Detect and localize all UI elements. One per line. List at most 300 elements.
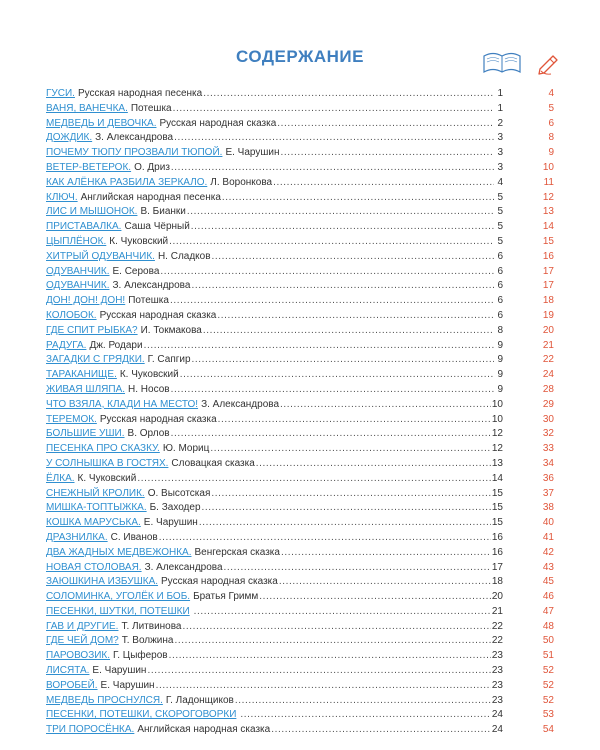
toc-entry[interactable]: [46, 102, 554, 117]
entry-author: Братья Гримм: [193, 591, 259, 603]
toc-entry-main: [46, 413, 503, 428]
entry-page-alt: 45: [542, 576, 554, 588]
entry-page-alt: 12: [542, 191, 554, 203]
entry-page: 23: [491, 694, 503, 706]
entry-author: Б. Заходер: [149, 502, 201, 514]
entry-page-alt: 36: [542, 472, 554, 484]
entry-page: 6: [497, 280, 503, 292]
toc-entry[interactable]: [46, 442, 554, 457]
toc-entry[interactable]: [46, 161, 554, 176]
toc-entry-main: [46, 472, 503, 487]
dot-leader: [171, 427, 491, 442]
entry-page: 16: [491, 531, 503, 543]
entry-title[interactable]: ДОЖДИК.: [46, 132, 93, 144]
entry-author: Н. Носов: [128, 383, 170, 395]
entry-page-alt: 33: [542, 443, 554, 455]
entry-page-alt: 16: [542, 250, 554, 262]
entry-page-alt: 41: [542, 531, 554, 543]
toc-entry[interactable]: [46, 398, 554, 413]
toc-entry[interactable]: [46, 575, 554, 590]
entry-page: 23: [491, 679, 503, 691]
page-title: СОДЕРЖАНИЕ: [236, 47, 364, 66]
dot-leader: [271, 723, 491, 738]
entry-page-alt: 29: [542, 398, 554, 410]
dot-leader: [171, 383, 494, 398]
toc-entry-main: [46, 294, 503, 309]
toc-entry-main: [46, 102, 503, 117]
toc-entry[interactable]: [46, 205, 554, 220]
entry-title[interactable]: ПЕСЕНКА ПРО СКАЗКУ.: [46, 443, 160, 455]
entry-page: 20: [491, 591, 503, 603]
entry-author: Е. Чарушин: [225, 147, 280, 159]
dot-leader: [218, 413, 491, 428]
entry-title[interactable]: ДОН! ДОН! ДОН!: [46, 295, 126, 307]
entry-page: 5: [497, 221, 503, 233]
entry-title[interactable]: БОЛЬШИЕ УШИ.: [46, 428, 125, 440]
dot-leader: [211, 487, 491, 502]
entry-title[interactable]: ПАРОВОЗИК.: [46, 650, 111, 662]
entry-title[interactable]: ЗАЮШКИНА ИЗБУШКА.: [46, 576, 159, 588]
entry-title[interactable]: РАДУГА.: [46, 339, 87, 351]
entry-author: Саша Чёрный: [124, 221, 190, 233]
toc-entry[interactable]: [46, 664, 554, 679]
toc-entry[interactable]: [46, 501, 554, 516]
toc-entry[interactable]: [46, 708, 554, 723]
toc-entry[interactable]: [46, 279, 554, 294]
entry-page: 17: [491, 561, 503, 573]
dot-leader: [273, 176, 494, 191]
entry-page-alt: 6: [548, 117, 554, 129]
toc-entry[interactable]: [46, 250, 554, 265]
toc-entry[interactable]: [46, 383, 554, 398]
dot-leader: [256, 457, 491, 472]
entry-page-alt: 24: [542, 369, 554, 381]
entry-page-alt: 48: [542, 620, 554, 632]
entry-author: О. Дриз: [134, 161, 170, 173]
entry-page: 9: [497, 369, 503, 381]
entry-page-alt: 9: [548, 147, 554, 159]
toc-entry-main: [46, 161, 503, 176]
dot-leader: [203, 324, 494, 339]
entry-author: З. Александрова: [201, 398, 280, 410]
entry-page: 6: [497, 309, 503, 321]
entry-page-alt: 32: [542, 428, 554, 440]
entry-title[interactable]: МИШКА-ТОПТЫЖКА.: [46, 502, 147, 514]
toc-entry[interactable]: [46, 487, 554, 502]
entry-page: 22: [491, 620, 503, 632]
toc-entry-main: [46, 679, 503, 694]
dot-leader: [240, 708, 490, 723]
toc-entry-main: [46, 250, 503, 265]
entry-author: Русская народная песенка: [77, 88, 203, 99]
entry-author: К. Чуковский: [77, 472, 137, 484]
dot-leader: [212, 250, 494, 265]
toc-entry[interactable]: [46, 131, 554, 146]
dot-leader: [144, 339, 494, 354]
entry-page-alt: 19: [542, 309, 554, 321]
entry-author: Потешка: [130, 102, 172, 114]
entry-page-alt: 4: [548, 88, 554, 99]
entry-title[interactable]: ПЕСЕНКИ, ПОТЕШКИ, СКОРОГОВОРКИ: [46, 709, 237, 721]
entry-page-alt: 34: [542, 457, 554, 469]
entry-page-alt: 28: [542, 383, 554, 395]
entry-page: 3: [497, 132, 503, 144]
entry-author: З. Александрова: [144, 561, 223, 573]
entry-page: 12: [491, 428, 503, 440]
toc-entry-main: [46, 117, 503, 132]
dot-leader: [187, 205, 494, 220]
entry-page-alt: 54: [542, 724, 554, 736]
pencil-icon: [537, 54, 559, 76]
entry-page-alt: 50: [542, 635, 554, 647]
entry-title[interactable]: ЖИВАЯ ШЛЯПА.: [46, 383, 126, 395]
dot-leader: [183, 620, 491, 635]
entry-title[interactable]: ГДЕ ЧЕЙ ДОМ?: [46, 635, 119, 647]
entry-page: 9: [497, 339, 503, 351]
entry-title[interactable]: ТЕРЕМОК.: [46, 413, 97, 425]
dot-leader: [222, 191, 494, 206]
entry-page-alt: 30: [542, 413, 554, 425]
entry-page: 18: [491, 576, 503, 588]
entry-title[interactable]: ЁЛКА.: [46, 472, 75, 484]
toc-entry[interactable]: [46, 353, 554, 368]
dot-leader: [180, 368, 494, 383]
entry-page-alt: 53: [542, 709, 554, 721]
entry-title[interactable]: ДВА ЖАДНЫХ МЕДВЕЖОНКА.: [46, 546, 192, 558]
toc-entry[interactable]: [46, 634, 554, 649]
entry-page: 5: [497, 235, 503, 247]
entry-page: 22: [491, 635, 503, 647]
dot-leader: [192, 353, 494, 368]
toc-entry[interactable]: [46, 649, 554, 664]
dot-leader: [169, 649, 491, 664]
toc-entry[interactable]: [46, 265, 554, 280]
entry-author: Г. Ладонщиков: [165, 694, 234, 706]
entry-page-alt: 14: [542, 221, 554, 233]
toc-entry-main: [46, 634, 503, 649]
dot-leader: [174, 634, 490, 649]
entry-page-alt: 43: [542, 561, 554, 573]
toc-entry-main: [46, 442, 503, 457]
entry-author: В. Бианки: [140, 206, 186, 218]
toc-entry[interactable]: [46, 457, 554, 472]
toc-entry-main: [46, 383, 503, 398]
entry-page: 9: [497, 383, 503, 395]
entry-author: Е. Серова: [112, 265, 160, 277]
entry-page: 6: [497, 295, 503, 307]
toc-entry-main: [46, 516, 503, 531]
dot-leader: [217, 309, 494, 324]
toc-entry-main: [46, 368, 503, 383]
entry-page: 2: [497, 117, 503, 129]
entry-author: В. Орлов: [127, 428, 170, 440]
entry-title[interactable]: СНЕЖНЫЙ КРОЛИК.: [46, 487, 145, 499]
entry-page: 24: [491, 724, 503, 736]
entry-title[interactable]: ВЕТЕР-ВЕТЕРОК.: [46, 161, 132, 173]
entry-author: Г. Сапгир: [147, 354, 191, 366]
toc-entry-main: [46, 487, 503, 502]
toc-entry[interactable]: [46, 146, 554, 161]
toc-entry-main: [46, 590, 503, 605]
entry-title[interactable]: СОЛОМИНКА, УГОЛЁК И БОБ.: [46, 591, 191, 603]
entry-page-alt: 52: [542, 665, 554, 677]
entry-title[interactable]: НОВАЯ СТОЛОВАЯ.: [46, 561, 142, 573]
dot-leader: [156, 679, 491, 694]
entry-author: Н. Сладков: [157, 250, 211, 262]
toc-entry[interactable]: [46, 324, 554, 339]
dot-leader: [147, 664, 490, 679]
entry-title[interactable]: ВОРОБЕЙ.: [46, 679, 98, 691]
toc-entry-main: [46, 708, 503, 723]
entry-title[interactable]: ОДУВАНЧИК.: [46, 265, 110, 277]
dot-leader: [173, 102, 494, 117]
toc-entry-main: [46, 353, 503, 368]
entry-author: О. Высотская: [147, 487, 211, 499]
entry-page: 21: [491, 605, 503, 617]
toc-entry-main: [46, 235, 503, 250]
dot-leader: [194, 605, 491, 620]
toc-entry[interactable]: [46, 368, 554, 383]
toc-entry-main: [46, 664, 503, 679]
dot-leader: [160, 265, 494, 280]
dot-leader: [191, 279, 494, 294]
toc-entry-main: [46, 205, 503, 220]
entry-title[interactable]: ВАНЯ, ВАНЕЧКА.: [46, 102, 128, 114]
dot-leader: [281, 546, 491, 561]
entry-page: 4: [497, 176, 503, 188]
entry-title[interactable]: КОЛОБОК.: [46, 309, 97, 321]
entry-page-alt: 51: [542, 650, 554, 662]
entry-title[interactable]: КОШКА МАРУСЬКА.: [46, 517, 141, 529]
toc-entry[interactable]: [46, 176, 554, 191]
entry-page-alt: 22: [542, 354, 554, 366]
entry-page-alt: 10: [542, 161, 554, 173]
toc-entry-main: [46, 131, 503, 146]
entry-author: З. Александрова: [112, 280, 191, 292]
table-of-contents: [46, 87, 554, 738]
entry-author: Л. Воронкова: [210, 176, 273, 188]
toc-entry-main: [46, 309, 503, 324]
toc-entry-main: [46, 87, 503, 102]
entry-page-alt: 17: [542, 265, 554, 277]
entry-author: Е. Чарушин: [143, 517, 198, 529]
dot-leader: [279, 575, 491, 590]
entry-page-alt: 52: [542, 679, 554, 691]
entry-title[interactable]: ЛИСЯТА.: [46, 665, 90, 677]
entry-author: З. Александрова: [95, 132, 174, 144]
dot-leader: [170, 294, 494, 309]
entry-page-alt: 47: [542, 605, 554, 617]
toc-entry-main: [46, 694, 503, 709]
entry-page-alt: 13: [542, 206, 554, 218]
entry-page: 16: [491, 546, 503, 558]
dot-leader: [259, 590, 491, 605]
entry-page: 6: [497, 250, 503, 262]
entry-author: Ю. Мориц: [162, 443, 210, 455]
toc-entry-main: [46, 531, 503, 546]
toc-entry[interactable]: [46, 694, 554, 709]
entry-author: С. Иванов: [110, 531, 158, 543]
entry-page: 6: [497, 265, 503, 277]
entry-page: 3: [497, 147, 503, 159]
entry-title[interactable]: ЦЫПЛЁНОК.: [46, 235, 107, 247]
entry-author: Е. Чарушин: [100, 679, 155, 691]
entry-title[interactable]: ПРИСТАВАЛКА.: [46, 221, 122, 233]
toc-entry[interactable]: [46, 620, 554, 635]
toc-entry-main: [46, 575, 503, 590]
entry-page-alt: 52: [542, 694, 554, 706]
entry-page: 15: [491, 487, 503, 499]
toc-entry[interactable]: [46, 723, 554, 738]
toc-entry-main: [46, 501, 503, 516]
entry-title[interactable]: ГУСИ.: [46, 88, 75, 99]
entry-author: Дж. Родари: [89, 339, 143, 351]
dot-leader: [199, 516, 491, 531]
dot-leader: [171, 161, 494, 176]
dot-leader: [203, 87, 494, 102]
entry-author: Венгерская сказка: [194, 546, 280, 558]
toc-entry-main: [46, 546, 503, 561]
entry-page-alt: 37: [542, 487, 554, 499]
entry-author: И. Токмакова: [140, 324, 202, 336]
toc-entry-main: [46, 457, 503, 472]
toc-entry[interactable]: [46, 561, 554, 576]
entry-page: 5: [497, 206, 503, 218]
toc-entry-main: [46, 723, 503, 738]
toc-entry[interactable]: [46, 413, 554, 428]
toc-entry[interactable]: [46, 531, 554, 546]
dot-leader: [159, 531, 491, 546]
dot-leader: [137, 472, 491, 487]
entry-title[interactable]: ГДЕ СПИТ РЫБКА?: [46, 324, 138, 336]
toc-entry-main: [46, 427, 503, 442]
dot-leader: [202, 501, 491, 516]
entry-page-alt: 40: [542, 517, 554, 529]
entry-page-alt: 5: [548, 102, 554, 114]
dot-leader: [174, 131, 494, 146]
entry-title[interactable]: ОДУВАНЧИК.: [46, 280, 110, 292]
dot-leader: [210, 442, 491, 457]
entry-author: Потешка: [128, 295, 169, 307]
entry-page: 10: [491, 398, 503, 410]
entry-title[interactable]: ПОЧЕМУ ТЮПУ ПРОЗВАЛИ ТЮПОЙ.: [46, 147, 223, 159]
entry-page-alt: 8: [548, 132, 554, 144]
entry-page: 15: [491, 517, 503, 529]
entry-page: 24: [491, 709, 503, 721]
entry-page-alt: 11: [543, 176, 554, 188]
toc-entry[interactable]: [46, 546, 554, 561]
entry-author: Русская народная сказка: [161, 576, 278, 588]
entry-author: Русская народная сказка: [99, 309, 217, 321]
entry-title[interactable]: ЗАГАДКИ С ГРЯДКИ.: [46, 354, 145, 366]
entry-title[interactable]: ДРАЗНИЛКА.: [46, 531, 108, 543]
entry-page-alt: 18: [542, 295, 554, 307]
toc-entry-main: [46, 146, 503, 161]
entry-title[interactable]: У СОЛНЫШКА В ГОСТЯХ.: [46, 457, 169, 469]
toc-entry[interactable]: [46, 191, 554, 206]
entry-author: Г. Цыферов: [113, 650, 168, 662]
toc-entry[interactable]: [46, 472, 554, 487]
entry-page-alt: 15: [542, 235, 554, 247]
toc-entry[interactable]: [46, 339, 554, 354]
entry-page-alt: 38: [542, 502, 554, 514]
toc-entry[interactable]: [46, 294, 554, 309]
toc-entry-main: [46, 561, 503, 576]
toc-entry[interactable]: [46, 590, 554, 605]
toc-entry[interactable]: [46, 427, 554, 442]
toc-entry-main: [46, 279, 503, 294]
toc-entry-main: [46, 339, 503, 354]
entry-page-alt: 20: [542, 324, 554, 336]
toc-entry[interactable]: [46, 117, 554, 132]
toc-entry[interactable]: [46, 605, 554, 620]
entry-page-alt: 42: [542, 546, 554, 558]
dot-leader: [280, 398, 491, 413]
entry-page: 9: [497, 354, 503, 366]
entry-author: Словацкая сказка: [171, 457, 255, 469]
entry-title[interactable]: КАК АЛЁНКА РАЗБИЛА ЗЕРКАЛО.: [46, 176, 208, 188]
dot-leader: [280, 146, 494, 161]
entry-title[interactable]: ЛИС И МЫШОНОК.: [46, 206, 138, 218]
toc-entry-main: [46, 265, 503, 280]
toc-entry[interactable]: [46, 87, 554, 102]
entry-author: Английская народная сказка: [137, 724, 271, 736]
entry-page: 8: [497, 324, 503, 336]
entry-title[interactable]: КЛЮЧ.: [46, 191, 78, 203]
entry-title[interactable]: МЕДВЕДЬ ПРОСНУЛСЯ.: [46, 694, 163, 706]
entry-title[interactable]: ТРИ ПОРОСЁНКА.: [46, 724, 135, 736]
entry-page: 10: [491, 413, 503, 425]
entry-author: Т. Волжина: [121, 635, 174, 647]
entry-title[interactable]: ГАВ И ДРУГИЕ.: [46, 620, 119, 632]
toc-entry-main: [46, 220, 503, 235]
toc-entry[interactable]: [46, 516, 554, 531]
book-icon: [482, 48, 522, 76]
toc-entry-main: [46, 191, 503, 206]
entry-page: 15: [491, 502, 503, 514]
entry-page: 12: [491, 443, 503, 455]
entry-page-alt: 46: [542, 591, 554, 603]
toc-entry-main: [46, 324, 503, 339]
entry-title[interactable]: МЕДВЕДЬ И ДЕВОЧКА.: [46, 117, 157, 129]
entry-author: Русская народная сказка: [99, 413, 217, 425]
entry-author: Русская народная сказка: [159, 117, 277, 129]
entry-title[interactable]: ХИТРЫЙ ОДУВАНЧИК.: [46, 250, 155, 262]
entry-author: Т. Литвинова: [121, 620, 182, 632]
toc-entry[interactable]: [46, 220, 554, 235]
toc-entry[interactable]: [46, 679, 554, 694]
toc-entry-main: [46, 605, 503, 620]
toc-entry-main: [46, 620, 503, 635]
toc-entry-main: [46, 649, 503, 664]
toc-entry[interactable]: [46, 235, 554, 250]
dot-leader: [235, 694, 491, 709]
dot-leader: [169, 235, 494, 250]
entry-page: 13: [491, 457, 503, 469]
entry-title[interactable]: ЧТО ВЗЯЛА, КЛАДИ НА МЕСТО!: [46, 398, 199, 410]
entry-page: 1: [497, 102, 503, 114]
entry-page-alt: 17: [542, 280, 554, 292]
toc-entry-main: [46, 398, 503, 413]
entry-author: К. Чуковский: [119, 369, 179, 381]
entry-author: Английская народная песенка: [80, 191, 221, 203]
entry-title[interactable]: ТАРАКАНИЩЕ.: [46, 369, 117, 381]
entry-page: 3: [497, 161, 503, 173]
dot-leader: [191, 220, 494, 235]
toc-entry[interactable]: [46, 309, 554, 324]
entry-title[interactable]: ПЕСЕНКИ, ШУТКИ, ПОТЕШКИ: [46, 605, 190, 617]
entry-page: 5: [497, 191, 503, 203]
